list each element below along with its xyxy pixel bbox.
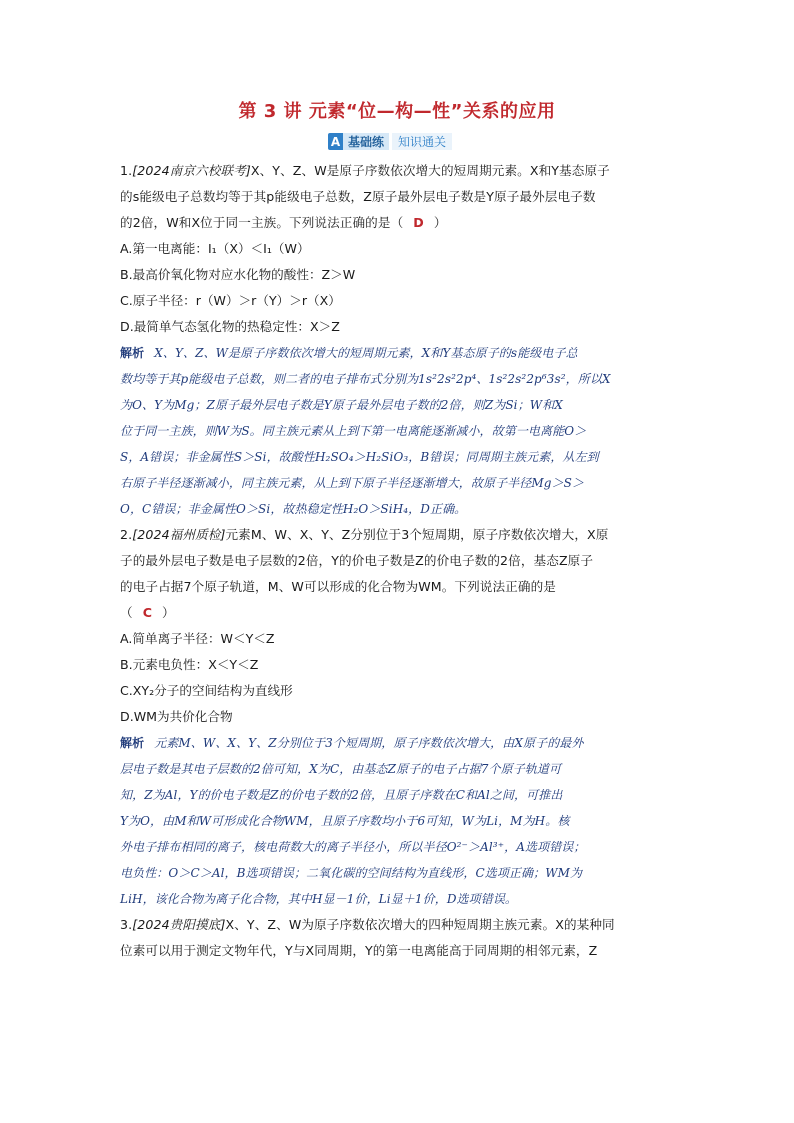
q1-text: X、Y、Z、W是原子序数依次增大的短周期元素。X和Y基态原子	[250, 163, 610, 178]
q1-explanation-line6: 右原子半径逐渐减小，同主族元素，从上到下原子半径逐渐增大，故原子半径Mg＞S＞	[120, 476, 585, 490]
q2-option-c: C.XY₂分子的空间结构为直线形	[120, 683, 293, 698]
q1-bracket: ）	[433, 215, 447, 230]
q2-bracket: （	[120, 605, 133, 620]
lesson-title: 第 3 讲 元素“位—构—性”关系的应用	[238, 101, 556, 122]
q3-source: [2024贵阳摸底]	[132, 917, 226, 932]
q3-stem-line1	[120, 912, 680, 938]
q2-answer: C	[142, 605, 153, 620]
question-2	[120, 522, 680, 912]
q2-explanation-line1	[120, 730, 680, 756]
q1-explanation-line1	[120, 340, 680, 366]
question-1	[120, 158, 680, 522]
q1-option-c: C.原子半径：r（W）＞r（Y）＞r（X）	[120, 293, 341, 308]
q2-text: 元素M、W、X、Y、Z分别位于3个短周期，原子序数依次增大，X原	[225, 527, 609, 542]
question-list	[120, 158, 680, 964]
q2-explanation-line4: Y为O，由M和W可形成化合物WM，且原子序数均小于6可知，W为Li，M为H。核	[120, 814, 570, 828]
q1-explanation-line4: 位于同一主族，则W为S。同主族元素从上到下第一电离能逐渐减小，故第一电离能O＞	[120, 424, 587, 438]
q3-text: X、Y、Z、W为原子序数依次增大的四种短周期主族元素。X的某种同	[225, 917, 615, 932]
q2-explanation-text: 元素M、W、X、Y、Z分别位于3个短周期，原子序数依次增大，由X原子的最外	[154, 736, 584, 750]
q2-source: [2024福州质检]	[132, 527, 226, 542]
q1-stem-line3	[120, 210, 680, 236]
q1-option-b: B.最高价氧化物对应水化物的酸性：Z＞W	[120, 267, 356, 282]
q2-answer-line	[120, 600, 680, 626]
q3-number: 3.	[120, 917, 133, 932]
q2-explanation-line3: 知，Z为Al，Y的价电子数是Z的价电子数的2倍，且原子序数在C和Al之间，可推出	[120, 788, 563, 802]
q1-text: 的2倍，W和X位于同一主族。下列说法正确的是（	[120, 215, 404, 230]
q1-stem-line2: 的s能级电子总数均等于其p能级电子总数，Z原子最外层电子数是Y原子最外层电子数	[120, 189, 596, 204]
q1-option-a: A.第一电离能：I₁（X）＜I₁（W）	[120, 241, 310, 256]
q2-stem-line3: 的电子占据7个原子轨道，M、W可以形成的化合物为WM。下列说法正确的是	[120, 579, 556, 594]
q2-explanation-line2: 层电子数是其电子层数的2倍可知，X为C，由基态Z原子的电子占据7个原子轨道可	[120, 762, 562, 776]
q2-number: 2.	[120, 527, 133, 542]
question-3	[120, 912, 680, 964]
q1-explanation-text: X、Y、Z、W是原子序数依次增大的短周期元素，X和Y基态原子的s能级电子总	[154, 346, 578, 360]
q2-explanation-line5: 外电子排布相同的离子，核电荷数大的离子半径小，所以半径O²⁻＞Al³⁺，A选项错误；	[120, 840, 586, 854]
q2-option-a: A.简单离子半径：W＜Y＜Z	[120, 631, 275, 646]
section-badge	[328, 133, 452, 150]
q1-explanation-line5: S，A错误；非金属性S＞Si，故酸性H₂SO₄＞H₂SiO₃，B错误；同周期主族元素，从左到	[120, 450, 599, 464]
q1-explanation-label: 解析	[120, 346, 145, 360]
q1-source: [2024南京六校联考]	[132, 163, 251, 178]
q1-option-d: D.最简单气态氢化物的热稳定性：X＞Z	[120, 319, 340, 334]
q2-stem-line1	[120, 522, 680, 548]
q1-stem-line1	[120, 158, 680, 184]
badge-tag: 知识通关	[392, 133, 452, 150]
q1-answer: D	[413, 215, 424, 230]
q2-option-b: B.元素电负性：X＜Y＜Z	[120, 657, 259, 672]
badge-level: 基础练	[343, 133, 389, 150]
q2-explanation-line6: 电负性：O＞C＞Al，B选项错误；二氧化碳的空间结构为直线形，C选项正确；WM为	[120, 866, 583, 880]
q2-option-d: D.WM为共价化合物	[120, 709, 233, 724]
badge-letter: A	[328, 133, 343, 150]
q1-explanation-line7: O，C错误；非金属性O＞Si，故热稳定性H₂O＞SiH₄，D正确。	[120, 502, 467, 516]
q2-stem-line2: 子的最外层电子数是电子层数的2倍，Y的价电子数是Z的价电子数的2倍，基态Z原子	[120, 553, 594, 568]
q2-bracket: ）	[162, 605, 175, 620]
q1-explanation-line2: 数均等于其p能级电子总数，则二者的电子排布式分别为1s²2s²2p⁴、1s²2s²2p⁶3s²，所以X	[120, 372, 611, 386]
q2-explanation-label: 解析	[120, 736, 145, 750]
q1-number: 1.	[120, 163, 133, 178]
q3-stem-line2: 位素可以用于测定文物年代，Y与X同周期，Y的第一电离能高于同周期的相邻元素，Z	[120, 943, 598, 958]
q1-explanation-line3: 为O、Y为Mg；Z原子最外层电子数是Y原子最外层电子数的2倍，则Z为Si；W和X	[120, 398, 563, 412]
q2-explanation-line7: LiH，该化合物为离子化合物，其中H显－1价，Li显＋1价，D选项错误。	[120, 892, 518, 906]
